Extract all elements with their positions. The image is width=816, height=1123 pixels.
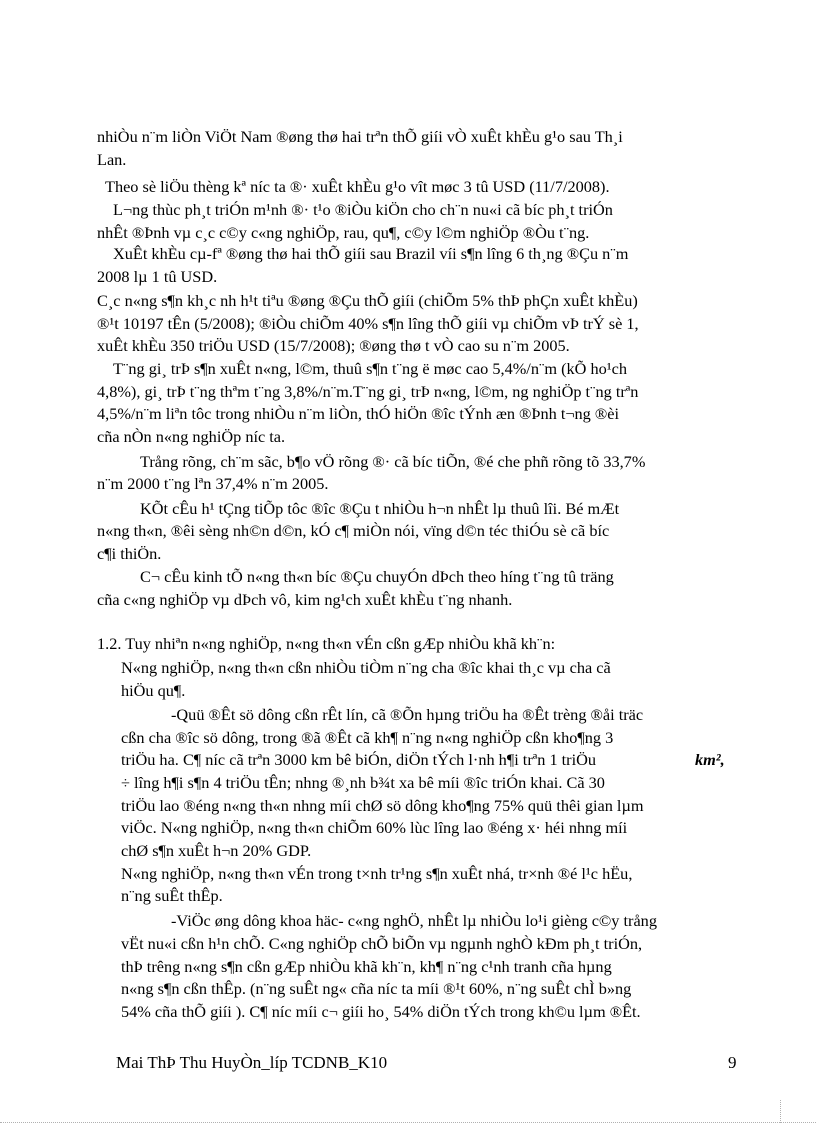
text-line: T¨ng gi¸ trÞ s¶n xuÊt n«ng, l©m, thuû s¶n t¨ng ë møc cao 5,4%/n¨m (kÕ ho¹ch xyxy=(113,359,628,378)
text-line: hiÖu qu¶. xyxy=(121,681,186,700)
page-border-corner xyxy=(780,1100,781,1123)
text-line: ÷ lîng h¶i s¶n 4 triÖu tÊn; nhng ®¸nh b¾t xa bê míi ®îc triÓn khai. Cã 30 xyxy=(121,773,605,792)
section-heading: 1.2. Tuy nhiªn n«ng nghiÖp, n«ng th«n vÉn cßn gÆp nhiÒu khã kh¨n: xyxy=(97,634,556,653)
text-line: n«ng th«n, ®êi sèng nh©n d©n, kÓ c¶ miÒn nói, vïng d©n téc thiÓu sè cã bíc xyxy=(97,521,610,540)
text-line: -Quü ®Êt sö dông cßn rÊt lín, cã ®Õn hµng triÖu ha ®Êt trèng ®åi träc xyxy=(171,705,644,724)
text-line: Lan. xyxy=(97,150,127,169)
text-line: triÖu lao ®éng n«ng th«n nhng míi chØ sö dông kho¶ng 75% quü thêi gian lµm xyxy=(121,796,644,815)
text-line: cßn cha ®îc sö dông, trong ®ã ®Êt cã kh¶ n¨ng n«ng nghiÖp cßn kho¶ng 3 xyxy=(121,728,614,747)
text-line: ®¹t 10197 tÊn (5/2008); ®iÒu chiÕm 40% s¶n lîng thÕ giíi vµ chiÕm vÞ trÝ sè 1, xyxy=(97,314,639,333)
text-line: Theo sè liÖu thèng kª níc ta ®· xuÊt khÈu g¹o vît møc 3 tû USD (11/7/2008). xyxy=(105,177,610,196)
text-line: xuÊt khÈu 350 triÖu USD (15/7/2008); ®øng thø t vÒ cao su n¨m 2005. xyxy=(97,336,570,355)
text-line: KÕt cÊu h¹ tÇng tiÕp tôc ®îc ®Çu t nhiÒu h¬n nhÊt lµ thuû lîi. Bé mÆt xyxy=(140,499,620,518)
text-line: vËt nu«i cßn h¹n chÕ. C«ng nghiÖp chÕ biÕn vµ ngµnh nghÒ kÐm ph¸t triÓn, xyxy=(121,934,643,953)
text-line: cña c«ng nghiÖp vµ dÞch vô, kim ng¹ch xuÊt khÈu t¨ng nhanh. xyxy=(97,590,513,609)
text-line: 4,5%/n¨m liªn tôc trong nhiÒu n¨m liÒn, thÓ hiÖn ®îc tÝnh æn ®Þnh t¬ng ®èi xyxy=(97,404,620,423)
text-line: XuÊt khÈu cµ-fª ®øng thø hai thÕ giíi sau Brazil víi s¶n lîng 6 th¸ng ®Çu n¨m xyxy=(113,244,629,263)
text-line: thÞ trêng n«ng s¶n cßn gÆp nhiÒu khã kh¨n, kh¶ n¨ng c¹nh tranh cña hµng xyxy=(121,957,612,976)
text-line: Trång rõng, ch¨m sãc, b¶o vÖ rõng ®· cã bíc tiÕn, ®é che phñ rõng tõ 33,7% xyxy=(140,452,646,471)
text-line: n«ng s¶n cßn thÊp. (n¨ng suÊt ng« cña níc ta míi ®¹t 60%, n¨ng suÊt chÌ b»ng xyxy=(121,979,632,998)
text-line: N«ng nghiÖp, n«ng th«n cßn nhiÒu tiÒm n¨ng cha ®îc khai th¸c vµ cha cã xyxy=(121,658,611,677)
text-line: n¨m 2000 t¨ng lªn 37,4% n¨m 2005. xyxy=(97,474,329,493)
text-line: -ViÖc øng dông khoa häc- c«ng nghÖ, nhÊt lµ nhiÒu lo¹i gièng c©y trång xyxy=(171,911,657,930)
text-line: 2008 lµ 1 tû USD. xyxy=(97,267,218,286)
text-line: triÖu ha. C¶ níc cã trªn 3000 km bê biÓn, diÖn tÝch l·nh h¶i trªn 1 triÖu xyxy=(121,750,597,769)
text-line: nhÊt ®Þnh vµ c¸c c©y c«ng nghiÖp, rau, qu¶, c©y l©m nghiÖp ®Òu t¨ng. xyxy=(97,223,590,242)
footer-author: Mai ThÞ Thu HuyÒn_líp TCDNB_K10 xyxy=(116,1053,388,1072)
text-line: 54% cña thÕ giíi ). C¶ níc míi c¬ giíi ho¸ 54% diÖn tÝch trong kh©u lµm ®Êt. xyxy=(121,1002,641,1021)
text-line: chØ s¶n xuÊt h¬n 20% GDP. xyxy=(121,841,312,860)
text-line: C¸c n«ng s¶n kh¸c nh h¹t tiªu ®øng ®Çu thÕ giíi (chiÕm 5% thÞ phÇn xuÊt khÈu) xyxy=(97,291,638,310)
text-line: c¶i thiÖn. xyxy=(97,544,162,563)
page-number: 9 xyxy=(728,1053,737,1072)
text-line: viÖc. N«ng nghiÖp, n«ng th«n chiÕm 60% lùc lîng lao ®éng x· héi nhng míi xyxy=(121,818,628,837)
text-line: L¬ng thùc ph¸t triÓn m¹nh ®· t¹o ®iÒu kiÖn cho ch¨n nu«i cã bíc ph¸t triÓn xyxy=(113,200,613,219)
text-line: n¨ng suÊt thÊp. xyxy=(121,886,223,905)
text-line: cña nÒn n«ng nghiÖp níc ta. xyxy=(97,427,286,446)
text-line: N«ng nghiÖp, n«ng th«n vÉn trong t×nh tr¹ng s¶n xuÊt nhá, tr×nh ®é l¹c hËu, xyxy=(121,864,633,883)
text-line: 4,8%), gi¸ trÞ t¨ng thªm t¨ng 3,8%/n¨m.T¨ng gi¸ trÞ n«ng, l©m, ng nghiÖp t¨ng trªn xyxy=(97,382,639,401)
text-line: km², xyxy=(695,750,725,769)
text-line: C¬ cÊu kinh tÕ n«ng th«n bíc ®Çu chuyÓn dÞch theo híng t¨ng tû träng xyxy=(140,567,614,586)
text-line: nhiÒu n¨m liÒn ViÖt Nam ®øng thø hai trªn thÕ giíi vÒ xuÊt khÈu g¹o sau Th¸i xyxy=(97,127,623,146)
